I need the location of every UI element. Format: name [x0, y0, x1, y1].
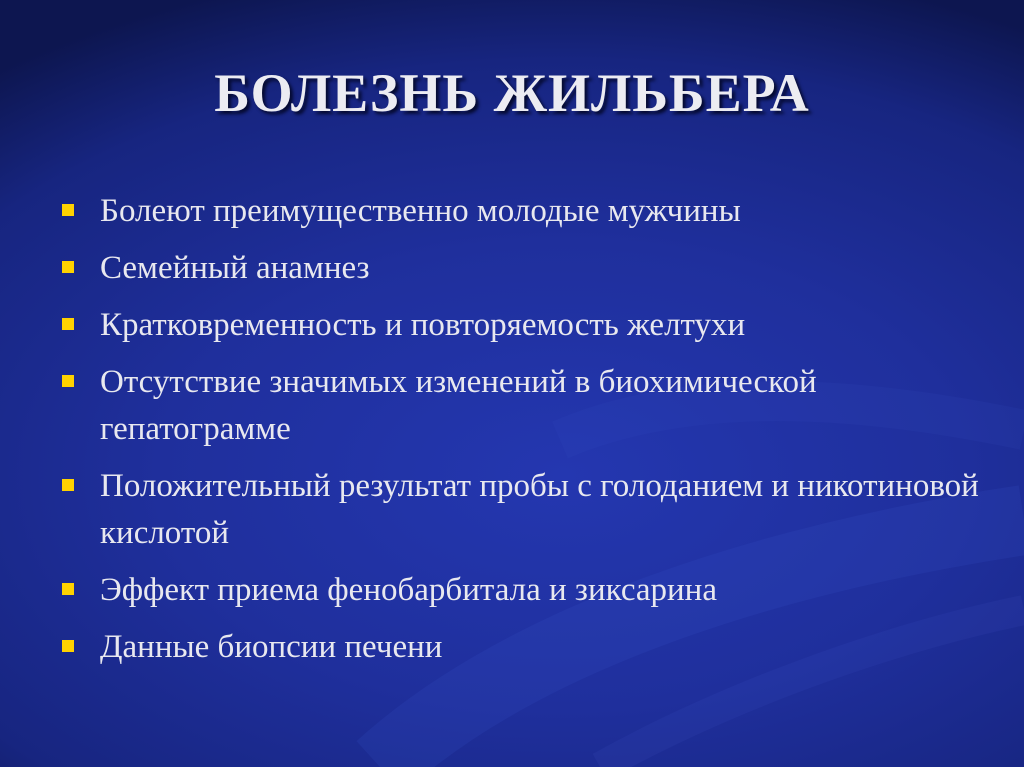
square-bullet-icon: [62, 261, 74, 273]
bullet-text: Семейный анамнез: [100, 250, 370, 286]
slide-title: БОЛЕЗНЬ ЖИЛЬБЕРА: [214, 63, 810, 123]
square-bullet-icon: [62, 318, 74, 330]
square-bullet-icon: [62, 479, 74, 491]
list-item: [60, 624, 980, 671]
list-item: [60, 302, 980, 349]
bullet-text: Положительный результат пробы с голоданием и никотиновой кислотой: [100, 468, 979, 551]
list-item: [60, 463, 980, 557]
list-item: [60, 188, 980, 235]
list-item: [60, 245, 980, 292]
square-bullet-icon: [62, 375, 74, 387]
bullet-text: Данные биопсии печени: [100, 629, 443, 665]
list-item: [60, 359, 980, 453]
square-bullet-icon: [62, 583, 74, 595]
bullet-text: Эффект приема фенобарбитала и зиксарина: [100, 572, 717, 608]
list-item: [60, 567, 980, 614]
bullet-text: Отсутствие значимых изменений в биохимической гепатограмме: [100, 364, 817, 447]
square-bullet-icon: [62, 640, 74, 652]
bullet-text: Болеют преимущественно молодые мужчины: [100, 193, 741, 229]
bullet-list: [60, 188, 980, 681]
bullet-text: Кратковременность и повторяемость желтухи: [100, 307, 746, 343]
square-bullet-icon: [62, 204, 74, 216]
